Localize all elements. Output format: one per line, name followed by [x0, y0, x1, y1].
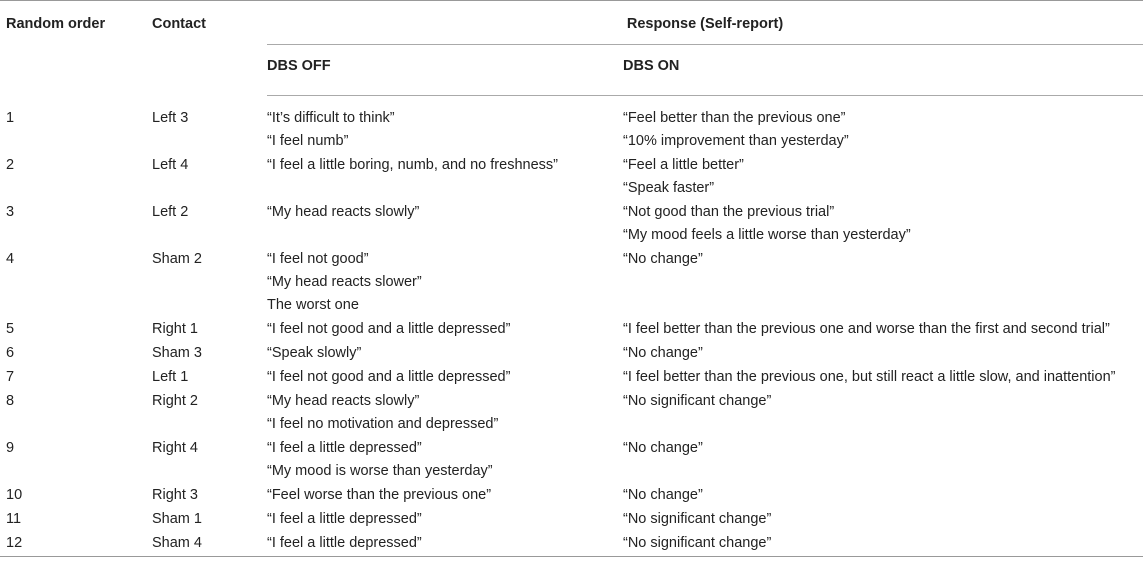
- random-order-cell: 4: [6, 251, 15, 267]
- dbs-on-cell: [623, 366, 1143, 390]
- response-line: “Feel better than the previous one”: [623, 110, 846, 126]
- response-line: “I feel not good and a little depressed”: [267, 321, 511, 337]
- random-order-cell: 11: [6, 511, 22, 527]
- response-line: “I feel a little boring, numb, and no freshness”: [267, 157, 558, 173]
- contact-cell: Right 3: [152, 487, 198, 503]
- response-line: “My mood feels a little worse than yesterday”: [623, 227, 911, 243]
- dbs-off-cell: [267, 96, 623, 155]
- table-row: [0, 96, 1143, 155]
- response-line: “I feel not good”: [267, 251, 369, 267]
- random-order-cell: 9: [6, 440, 15, 456]
- contact-header: Contact: [152, 16, 206, 32]
- dbs-off-cell: [267, 508, 623, 532]
- table-row: [0, 342, 1143, 366]
- header-row-top: [0, 1, 1143, 45]
- response-line: “Feel worse than the previous one”: [267, 487, 492, 503]
- response-line: “No change”: [623, 440, 703, 456]
- contact-cell: Left 3: [152, 109, 189, 126]
- dbs-on-cell: [623, 508, 1143, 532]
- response-line: “No change”: [623, 487, 703, 503]
- response-line: “I feel better than the previous one, but still react a little slow, and inattention”: [623, 369, 1116, 385]
- response-line: “10% improvement than yesterday”: [623, 133, 849, 149]
- response-line: “I feel a little depressed”: [267, 535, 422, 551]
- response-line: “My head reacts slowly”: [267, 204, 420, 220]
- response-line: “I feel a little depressed”: [267, 440, 422, 456]
- random-order-cell: 12: [0, 532, 152, 557]
- dbs-off-cell: [267, 248, 623, 318]
- contact-cell: Left 1: [152, 369, 189, 385]
- dbs-on-cell: [623, 437, 1143, 484]
- dbs-on-cell: [623, 154, 1143, 201]
- dbs-off-cell: [267, 366, 623, 390]
- response-line: “No significant change”: [623, 535, 772, 551]
- contact-cell: Left 2: [152, 204, 189, 220]
- dbs-off-cell: [267, 201, 623, 248]
- dbs-off-cell: [267, 342, 623, 366]
- response-line: “No change”: [623, 251, 703, 267]
- dbs-on-cell: [623, 390, 1143, 437]
- dbs-on-cell: [623, 248, 1143, 318]
- contact-cell: Right 1: [152, 321, 198, 337]
- dbs-off-cell: [267, 484, 623, 508]
- response-line: “No change”: [623, 345, 703, 361]
- dbs-on-cell: [623, 532, 1143, 557]
- table-row: [0, 508, 1143, 532]
- response-line: “Not good than the previous trial”: [623, 204, 835, 220]
- table-row: [0, 532, 1143, 557]
- random-order-cell: 1: [6, 109, 15, 126]
- contact-cell: Sham 2: [152, 251, 202, 267]
- random-order-cell: 5: [6, 321, 15, 337]
- table-body: [0, 96, 1143, 557]
- random-order-header: Random order: [6, 16, 106, 32]
- contact-cell: Sham 3: [152, 345, 202, 361]
- table-row: [0, 437, 1143, 484]
- table-row: [0, 248, 1143, 318]
- response-line: “Speak faster”: [623, 180, 715, 196]
- dbs-on-cell: [623, 318, 1143, 342]
- contact-cell: Right 4: [152, 440, 198, 456]
- response-line: “I feel not good and a little depressed”: [267, 369, 511, 385]
- dbs-on-cell: [623, 484, 1143, 508]
- response-line: “I feel numb”: [267, 133, 349, 149]
- response-line: “Speak slowly”: [267, 345, 362, 361]
- response-line: “My head reacts slower”: [267, 274, 422, 290]
- random-order-cell: 7: [6, 369, 15, 385]
- contact-cell: Sham 1: [152, 511, 202, 527]
- dbs-off-cell: [267, 390, 623, 437]
- dbs-off-header: DBS OFF: [267, 45, 623, 96]
- response-line: The worst one: [267, 297, 359, 313]
- table-row: [0, 390, 1143, 437]
- table-row: [0, 366, 1143, 390]
- table-row: [0, 154, 1143, 201]
- dbs-off-cell: [267, 154, 623, 201]
- response-line: “Feel a little better”: [623, 157, 744, 173]
- response-line: “I feel a little depressed”: [267, 511, 422, 527]
- response-line: “It’s difficult to think”: [267, 110, 395, 126]
- table-row: [0, 201, 1143, 248]
- dbs-off-cell: [267, 437, 623, 484]
- contact-cell: Sham 4: [152, 532, 267, 557]
- dbs-on-cell: [623, 96, 1143, 155]
- response-line: “My head reacts slowly”: [267, 393, 420, 409]
- response-line: “My mood is worse than yesterday”: [267, 463, 493, 479]
- contact-cell: Left 4: [152, 157, 189, 173]
- random-order-cell: 6: [6, 345, 15, 361]
- response-line: “I feel better than the previous one and worse than the first and second trial”: [623, 321, 1110, 337]
- dbs-off-cell: [267, 532, 623, 557]
- dbs-off-cell: [267, 318, 623, 342]
- response-line: “No significant change”: [623, 511, 772, 527]
- table-header: [0, 1, 1143, 96]
- random-order-cell: 10: [6, 487, 23, 503]
- dbs-on-cell: [623, 342, 1143, 366]
- response-header: Response (Self-report): [267, 1, 1143, 45]
- dbs-on-cell: [623, 201, 1143, 248]
- random-order-cell: 2: [6, 157, 15, 173]
- response-line: “I feel no motivation and depressed”: [267, 416, 499, 432]
- response-line: “No significant change”: [623, 393, 772, 409]
- contact-cell: Right 2: [152, 393, 198, 409]
- random-order-cell: 8: [6, 393, 15, 409]
- random-order-cell: 3: [6, 204, 15, 220]
- dbs-on-header: DBS ON: [623, 45, 1143, 96]
- table-row: [0, 318, 1143, 342]
- table-row: [0, 484, 1143, 508]
